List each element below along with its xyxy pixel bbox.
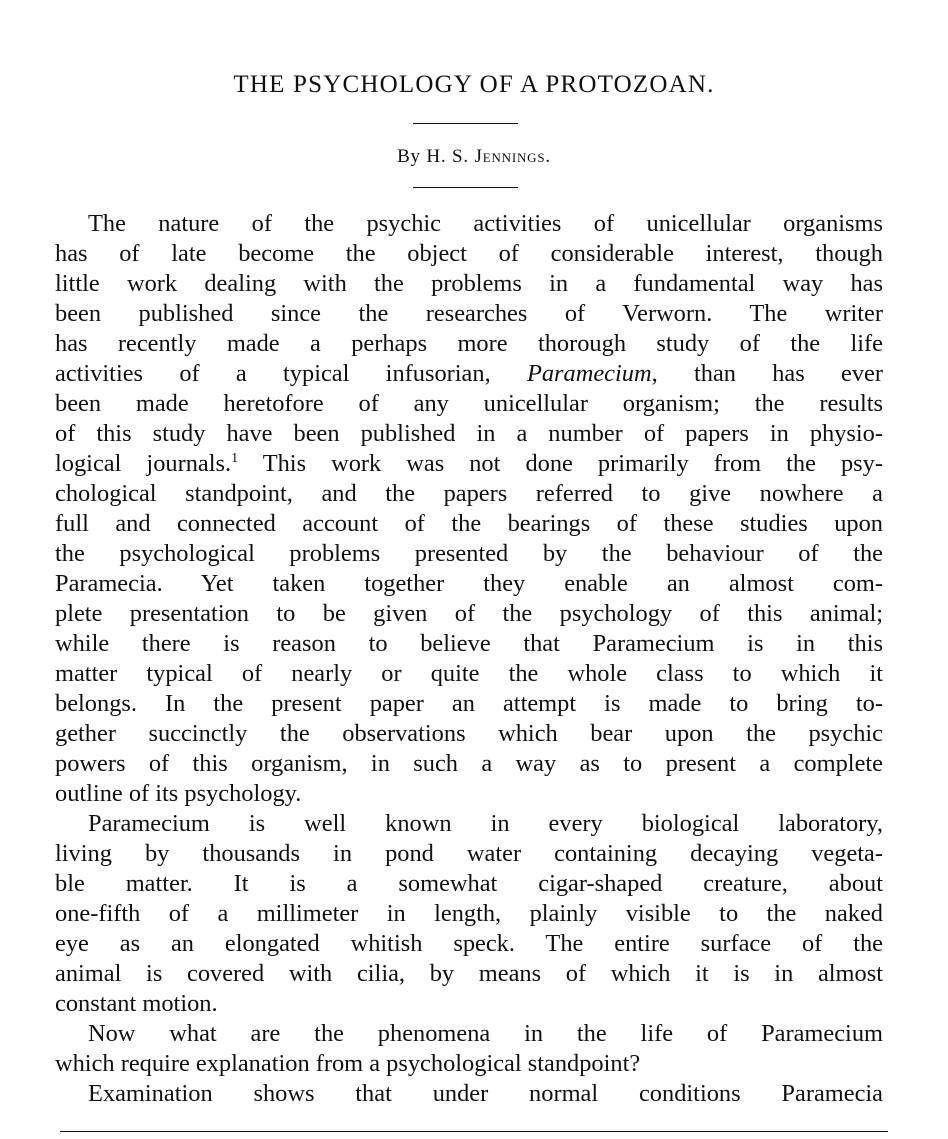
line-text: matter typical of nearly or quite the whole class to which it — [55, 660, 883, 687]
text-line — [55, 419, 883, 449]
article-body — [55, 209, 883, 1109]
line-text: plete presentation to be given of the psychology of this animal; — [55, 600, 883, 627]
line-text: constant motion. — [55, 990, 218, 1017]
line-text: chological standpoint, and the papers referred to give nowhere a — [55, 480, 883, 507]
text-line — [55, 1079, 883, 1109]
line-text: ble matter. It is a somewhat cigar-shaped creature, about — [55, 870, 883, 897]
text-line — [55, 599, 883, 629]
footnote-rule — [60, 1131, 888, 1132]
line-text: been published since the researches of Verworn. The writer — [55, 300, 883, 327]
line-text: eye as an elongated whitish speck. The entire surface of the — [55, 930, 883, 957]
text-line — [55, 479, 883, 509]
text-line — [55, 1049, 883, 1079]
line-text: Paramecium is well known in every biological laboratory, — [88, 810, 883, 837]
line-text: of this study have been published in a number of papers in physio- — [55, 420, 883, 447]
text-line — [55, 1019, 883, 1049]
text-line — [55, 869, 883, 899]
line-text: has of late become the object of considerable interest, though — [55, 240, 883, 267]
line-text: This work was not done primarily from the psy- — [238, 450, 883, 477]
footnote-marker[interactable]: 1 — [231, 451, 239, 466]
text-line — [55, 209, 883, 239]
line-text: , than has ever — [651, 360, 883, 387]
text-line — [55, 509, 883, 539]
title-divider — [413, 123, 518, 124]
line-text: powers of this organism, in such a way as to present a complete — [55, 750, 883, 777]
text-line — [55, 629, 883, 659]
text-line — [55, 779, 883, 809]
line-text: activities of a typical infusorian, — [55, 360, 527, 387]
italic-term: Paramecium — [526, 360, 652, 387]
text-line — [55, 959, 883, 989]
line-text: Examination shows that under normal conditions Paramecia — [88, 1080, 883, 1107]
article-byline — [0, 144, 948, 170]
line-text: been made heretofore of any unicellular organism; the results — [55, 390, 883, 417]
text-line — [55, 989, 883, 1019]
text-line — [55, 569, 883, 599]
line-text: The nature of the psychic activities of unicellular organisms — [88, 210, 883, 237]
line-text: outline of its psychology. — [55, 780, 302, 807]
line-text: Paramecia. Yet taken together they enable an almost com- — [55, 570, 883, 597]
text-line — [55, 899, 883, 929]
text-line — [55, 689, 883, 719]
line-text: animal is covered with cilia, by means of which it is in almost — [55, 960, 883, 987]
line-text: logical journals. — [55, 450, 232, 477]
byline-divider — [413, 187, 518, 188]
text-line — [55, 329, 883, 359]
line-text: little work dealing with the problems in a fundamental way has — [55, 270, 883, 297]
text-line — [55, 449, 883, 479]
line-text: living by thousands in pond water containing decaying vegeta- — [55, 840, 883, 867]
line-text: which require explanation from a psychological standpoint? — [55, 1050, 641, 1077]
line-text: gether succinctly the observations which bear upon the psychic — [55, 720, 883, 747]
text-line — [55, 359, 883, 389]
text-line — [55, 239, 883, 269]
text-line — [55, 389, 883, 419]
text-line — [55, 929, 883, 959]
line-text: while there is reason to believe that Paramecium is in this — [55, 630, 883, 657]
text-line — [55, 749, 883, 779]
line-text: has recently made a perhaps more thorough study of the life — [55, 330, 883, 357]
text-line — [55, 719, 883, 749]
line-text: the psychological problems presented by the behaviour of the — [55, 540, 883, 567]
article-title: THE PSYCHOLOGY OF A PROTOZOAN. — [233, 71, 715, 98]
line-text: one-fifth of a millimeter in length, plainly visible to the naked — [55, 900, 883, 927]
line-text: Now what are the phenomena in the life of Paramecium — [88, 1020, 883, 1047]
line-text: full and connected account of the bearings of these studies upon — [55, 510, 883, 537]
line-text: belongs. In the present paper an attempt is made to bring to- — [55, 690, 883, 717]
text-line — [55, 539, 883, 569]
text-line — [55, 659, 883, 689]
author-name: Jennings. — [474, 146, 551, 167]
text-line — [55, 809, 883, 839]
byline-prefix: By H. S. — [397, 146, 469, 167]
text-line — [55, 269, 883, 299]
text-line — [55, 839, 883, 869]
text-line — [55, 299, 883, 329]
